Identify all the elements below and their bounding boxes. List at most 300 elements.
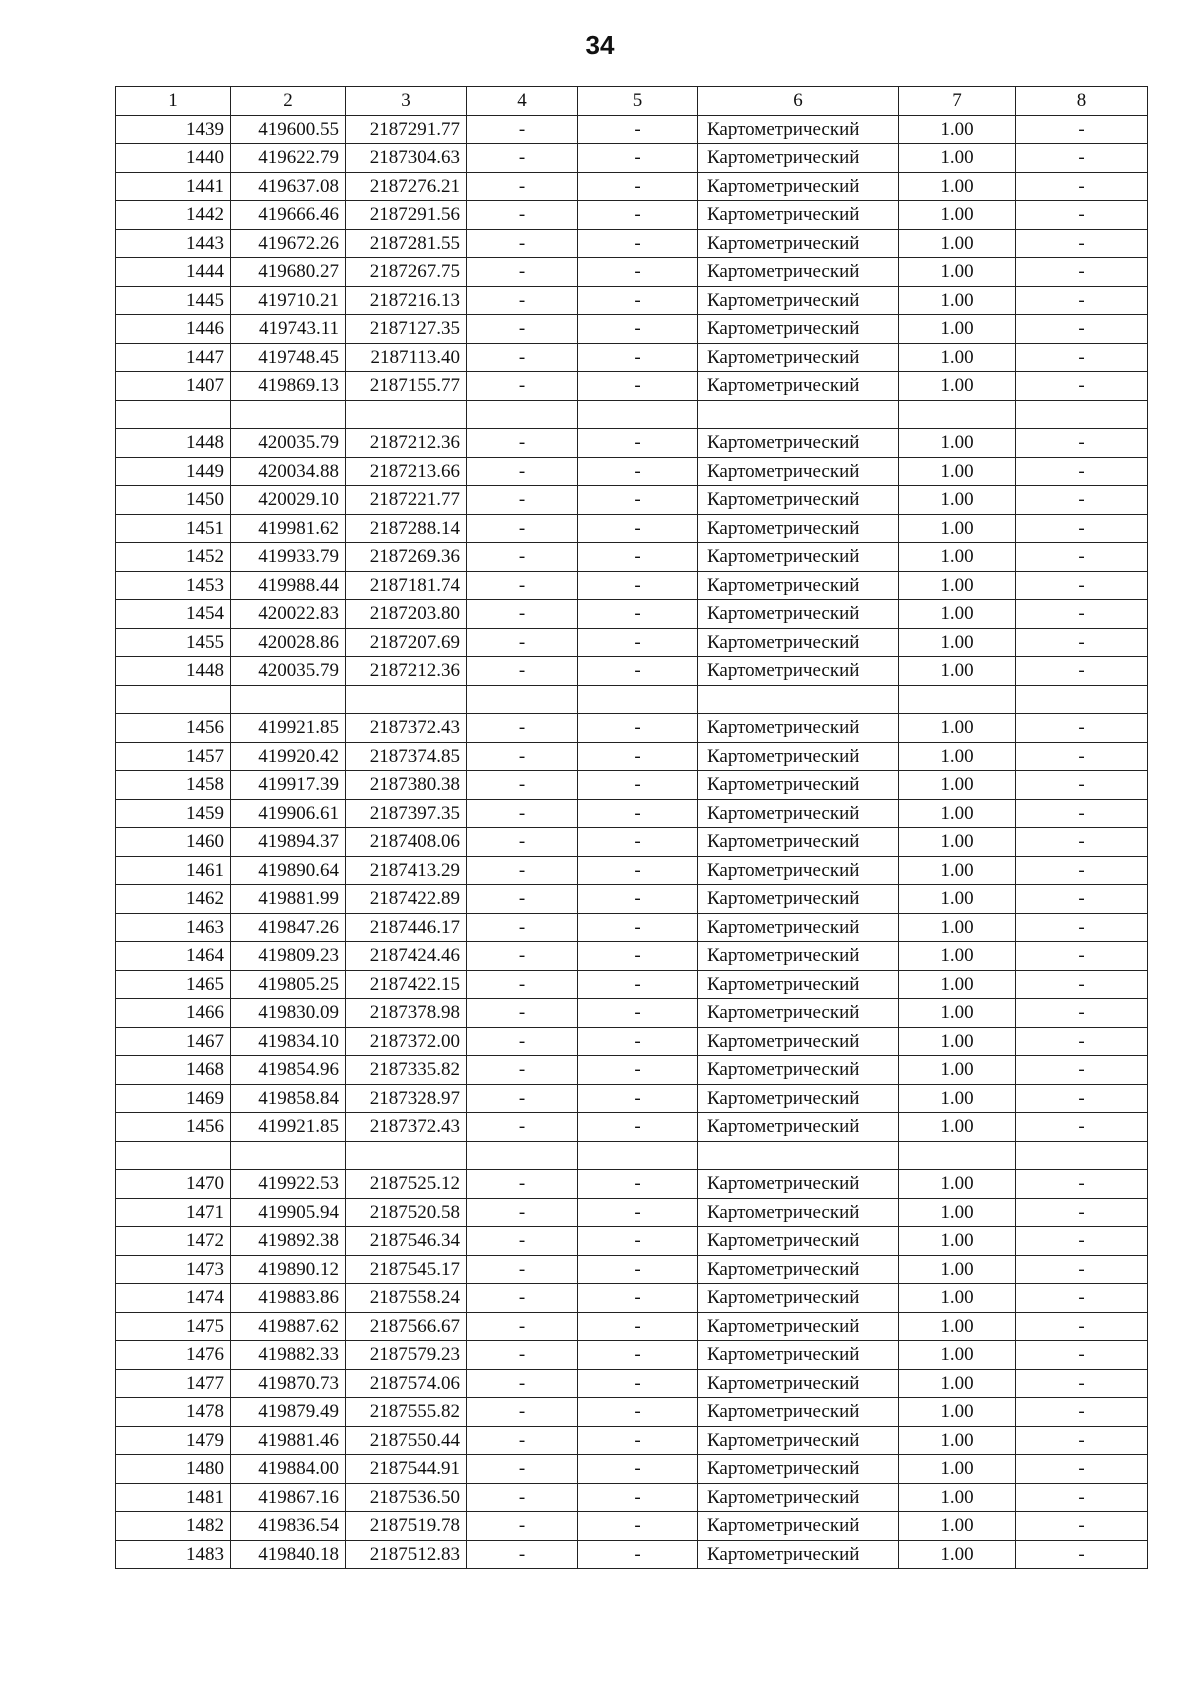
column-4-cell: -	[467, 970, 578, 999]
column-4-cell: -	[467, 799, 578, 828]
accuracy-cell: 1.00	[899, 1426, 1016, 1455]
x-coordinate-cell: 419840.18	[231, 1540, 346, 1569]
method-cell: Картометрический	[698, 742, 899, 771]
method-cell: Картометрический	[698, 1198, 899, 1227]
method-cell: Картометрический	[698, 571, 899, 600]
column-4-cell: -	[467, 514, 578, 543]
column-5-cell: -	[578, 1170, 698, 1199]
column-5-cell: -	[578, 172, 698, 201]
column-5-cell: -	[578, 315, 698, 344]
column-5-cell: -	[578, 258, 698, 287]
page-number: 34	[585, 30, 615, 60]
x-coordinate-cell: 419905.94	[231, 1198, 346, 1227]
y-coordinate-cell: 2187408.06	[346, 828, 467, 857]
table-row	[116, 429, 1148, 458]
accuracy-cell: 1.00	[899, 771, 1016, 800]
accuracy-cell: 1.00	[899, 1312, 1016, 1341]
x-coordinate-cell: 419805.25	[231, 970, 346, 999]
accuracy-cell: 1.00	[899, 543, 1016, 572]
column-5-cell	[578, 685, 698, 714]
method-cell: Картометрический	[698, 714, 899, 743]
column-8-cell: -	[1016, 286, 1148, 315]
column-5-cell: -	[578, 201, 698, 230]
point-number-cell: 1483	[116, 1540, 231, 1569]
column-8-cell: -	[1016, 315, 1148, 344]
accuracy-cell: 1.00	[899, 1455, 1016, 1484]
accuracy-cell: 1.00	[899, 1056, 1016, 1085]
table-row	[116, 1170, 1148, 1199]
point-number-cell: 1449	[116, 457, 231, 486]
accuracy-cell	[899, 400, 1016, 429]
x-coordinate-cell: 419921.85	[231, 714, 346, 743]
method-cell: Картометрический	[698, 1255, 899, 1284]
column-4-cell: -	[467, 1455, 578, 1484]
table-row	[116, 286, 1148, 315]
column-8-cell: -	[1016, 1455, 1148, 1484]
table-row	[116, 1198, 1148, 1227]
y-coordinate-cell: 2187422.15	[346, 970, 467, 999]
column-8-cell: -	[1016, 429, 1148, 458]
accuracy-cell: 1.00	[899, 514, 1016, 543]
y-coordinate-cell: 2187380.38	[346, 771, 467, 800]
y-coordinate-cell: 2187127.35	[346, 315, 467, 344]
point-number-cell: 1456	[116, 714, 231, 743]
y-coordinate-cell: 2187212.36	[346, 429, 467, 458]
accuracy-cell: 1.00	[899, 714, 1016, 743]
column-8-cell: -	[1016, 1227, 1148, 1256]
method-cell: Картометрический	[698, 942, 899, 971]
method-cell: Картометрический	[698, 1341, 899, 1370]
method-cell: Картометрический	[698, 913, 899, 942]
x-coordinate-cell: 419854.96	[231, 1056, 346, 1085]
x-coordinate-cell: 419748.45	[231, 343, 346, 372]
y-coordinate-cell: 2187546.34	[346, 1227, 467, 1256]
column-8-cell: -	[1016, 828, 1148, 857]
column-8-cell: -	[1016, 1369, 1148, 1398]
table-row	[116, 714, 1148, 743]
column-header: 6	[698, 87, 899, 116]
table-row	[116, 1141, 1148, 1170]
column-4-cell	[467, 400, 578, 429]
y-coordinate-cell: 2187446.17	[346, 913, 467, 942]
column-5-cell: -	[578, 970, 698, 999]
method-cell: Картометрический	[698, 628, 899, 657]
column-8-cell: -	[1016, 486, 1148, 515]
point-number-cell: 1407	[116, 372, 231, 401]
column-5-cell: -	[578, 1312, 698, 1341]
table-row	[116, 1512, 1148, 1541]
table-row	[116, 657, 1148, 686]
method-cell	[698, 400, 899, 429]
column-4-cell: -	[467, 115, 578, 144]
table-row	[116, 1483, 1148, 1512]
column-5-cell: -	[578, 229, 698, 258]
method-cell: Картометрический	[698, 1113, 899, 1142]
column-4-cell: -	[467, 1198, 578, 1227]
method-cell: Картометрический	[698, 315, 899, 344]
point-number-cell: 1445	[116, 286, 231, 315]
column-8-cell: -	[1016, 1113, 1148, 1142]
accuracy-cell: 1.00	[899, 942, 1016, 971]
table-row	[116, 1056, 1148, 1085]
accuracy-cell: 1.00	[899, 286, 1016, 315]
x-coordinate-cell: 419666.46	[231, 201, 346, 230]
method-cell: Картометрический	[698, 1540, 899, 1569]
column-4-cell: -	[467, 1227, 578, 1256]
y-coordinate-cell: 2187203.80	[346, 600, 467, 629]
column-8-cell: -	[1016, 1483, 1148, 1512]
point-number-cell: 1467	[116, 1027, 231, 1056]
column-8-cell: -	[1016, 201, 1148, 230]
accuracy-cell: 1.00	[899, 258, 1016, 287]
y-coordinate-cell: 2187536.50	[346, 1483, 467, 1512]
accuracy-cell: 1.00	[899, 144, 1016, 173]
column-header: 3	[346, 87, 467, 116]
column-5-cell: -	[578, 885, 698, 914]
column-4-cell: -	[467, 343, 578, 372]
y-coordinate-cell: 2187555.82	[346, 1398, 467, 1427]
column-5-cell: -	[578, 144, 698, 173]
column-8-cell: -	[1016, 600, 1148, 629]
column-8-cell: -	[1016, 1255, 1148, 1284]
table-row	[116, 315, 1148, 344]
column-8-cell: -	[1016, 657, 1148, 686]
column-8-cell: -	[1016, 172, 1148, 201]
column-4-cell: -	[467, 372, 578, 401]
y-coordinate-cell: 2187288.14	[346, 514, 467, 543]
x-coordinate-cell: 419870.73	[231, 1369, 346, 1398]
point-number-cell: 1471	[116, 1198, 231, 1227]
column-5-cell: -	[578, 657, 698, 686]
y-coordinate-cell: 2187207.69	[346, 628, 467, 657]
point-number-cell: 1452	[116, 543, 231, 572]
column-4-cell: -	[467, 1312, 578, 1341]
y-coordinate-cell: 2187558.24	[346, 1284, 467, 1313]
table-row	[116, 856, 1148, 885]
x-coordinate-cell: 419981.62	[231, 514, 346, 543]
y-coordinate-cell: 2187213.66	[346, 457, 467, 486]
accuracy-cell: 1.00	[899, 457, 1016, 486]
x-coordinate-cell: 419920.42	[231, 742, 346, 771]
column-5-cell: -	[578, 771, 698, 800]
table-row	[116, 600, 1148, 629]
y-coordinate-cell	[346, 1141, 467, 1170]
column-5-cell: -	[578, 343, 698, 372]
method-cell: Картометрический	[698, 999, 899, 1028]
y-coordinate-cell: 2187113.40	[346, 343, 467, 372]
method-cell: Картометрический	[698, 1027, 899, 1056]
column-5-cell: -	[578, 799, 698, 828]
column-4-cell: -	[467, 1113, 578, 1142]
column-5-cell: -	[578, 1398, 698, 1427]
table-row	[116, 1540, 1148, 1569]
table-row	[116, 543, 1148, 572]
accuracy-cell: 1.00	[899, 372, 1016, 401]
method-cell: Картометрический	[698, 885, 899, 914]
column-8-cell: -	[1016, 628, 1148, 657]
point-number-cell: 1480	[116, 1455, 231, 1484]
x-coordinate-cell: 419890.12	[231, 1255, 346, 1284]
accuracy-cell: 1.00	[899, 1084, 1016, 1113]
column-8-cell: -	[1016, 714, 1148, 743]
table-body	[116, 115, 1148, 1569]
method-cell: Картометрический	[698, 457, 899, 486]
column-5-cell: -	[578, 1284, 698, 1313]
table-row	[116, 400, 1148, 429]
table-row	[116, 771, 1148, 800]
accuracy-cell: 1.00	[899, 201, 1016, 230]
x-coordinate-cell: 419881.46	[231, 1426, 346, 1455]
point-number-cell: 1451	[116, 514, 231, 543]
accuracy-cell: 1.00	[899, 856, 1016, 885]
method-cell: Картометрический	[698, 657, 899, 686]
column-4-cell: -	[467, 742, 578, 771]
x-coordinate-cell: 419921.85	[231, 1113, 346, 1142]
y-coordinate-cell: 2187566.67	[346, 1312, 467, 1341]
point-number-cell	[116, 1141, 231, 1170]
column-4-cell: -	[467, 1483, 578, 1512]
column-8-cell: -	[1016, 514, 1148, 543]
coordinates-table	[115, 86, 1148, 1569]
column-5-cell: -	[578, 514, 698, 543]
column-4-cell: -	[467, 571, 578, 600]
table-row	[116, 685, 1148, 714]
column-5-cell: -	[578, 1056, 698, 1085]
y-coordinate-cell: 2187212.36	[346, 657, 467, 686]
column-8-cell: -	[1016, 913, 1148, 942]
table-row	[116, 1455, 1148, 1484]
accuracy-cell: 1.00	[899, 828, 1016, 857]
x-coordinate-cell: 419600.55	[231, 115, 346, 144]
table-row	[116, 1312, 1148, 1341]
point-number-cell: 1475	[116, 1312, 231, 1341]
x-coordinate-cell: 419858.84	[231, 1084, 346, 1113]
x-coordinate-cell: 419809.23	[231, 942, 346, 971]
y-coordinate-cell: 2187291.77	[346, 115, 467, 144]
column-8-cell: -	[1016, 856, 1148, 885]
method-cell: Картометрический	[698, 372, 899, 401]
column-8-cell: -	[1016, 1426, 1148, 1455]
point-number-cell: 1439	[116, 115, 231, 144]
x-coordinate-cell: 419894.37	[231, 828, 346, 857]
point-number-cell: 1446	[116, 315, 231, 344]
accuracy-cell: 1.00	[899, 600, 1016, 629]
point-number-cell: 1454	[116, 600, 231, 629]
column-5-cell: -	[578, 1084, 698, 1113]
x-coordinate-cell: 419917.39	[231, 771, 346, 800]
column-4-cell: -	[467, 628, 578, 657]
table-row	[116, 1227, 1148, 1256]
method-cell: Картометрический	[698, 1284, 899, 1313]
method-cell: Картометрический	[698, 1312, 899, 1341]
y-coordinate-cell: 2187519.78	[346, 1512, 467, 1541]
column-8-cell: -	[1016, 799, 1148, 828]
column-8-cell: -	[1016, 1398, 1148, 1427]
column-8-cell: -	[1016, 999, 1148, 1028]
column-4-cell: -	[467, 1369, 578, 1398]
column-5-cell: -	[578, 486, 698, 515]
y-coordinate-cell: 2187221.77	[346, 486, 467, 515]
x-coordinate-cell: 419710.21	[231, 286, 346, 315]
method-cell	[698, 685, 899, 714]
point-number-cell: 1453	[116, 571, 231, 600]
table-row	[116, 172, 1148, 201]
column-4-cell: -	[467, 1512, 578, 1541]
method-cell: Картометрический	[698, 229, 899, 258]
column-8-cell: -	[1016, 1027, 1148, 1056]
y-coordinate-cell: 2187372.43	[346, 1113, 467, 1142]
point-number-cell: 1444	[116, 258, 231, 287]
column-8-cell: -	[1016, 1084, 1148, 1113]
x-coordinate-cell: 419834.10	[231, 1027, 346, 1056]
x-coordinate-cell: 419883.86	[231, 1284, 346, 1313]
column-4-cell: -	[467, 856, 578, 885]
method-cell: Картометрический	[698, 343, 899, 372]
column-4-cell: -	[467, 1540, 578, 1569]
accuracy-cell	[899, 685, 1016, 714]
table-row	[116, 144, 1148, 173]
y-coordinate-cell: 2187424.46	[346, 942, 467, 971]
accuracy-cell: 1.00	[899, 343, 1016, 372]
table-row	[116, 913, 1148, 942]
column-8-cell: -	[1016, 942, 1148, 971]
column-5-cell: -	[578, 1426, 698, 1455]
accuracy-cell: 1.00	[899, 571, 1016, 600]
x-coordinate-cell: 419906.61	[231, 799, 346, 828]
y-coordinate-cell: 2187378.98	[346, 999, 467, 1028]
column-5-cell: -	[578, 1483, 698, 1512]
x-coordinate-cell: 419933.79	[231, 543, 346, 572]
column-8-cell: -	[1016, 372, 1148, 401]
column-4-cell: -	[467, 657, 578, 686]
table-row	[116, 999, 1148, 1028]
point-number-cell: 1465	[116, 970, 231, 999]
x-coordinate-cell: 419867.16	[231, 1483, 346, 1512]
accuracy-cell: 1.00	[899, 1512, 1016, 1541]
y-coordinate-cell: 2187269.36	[346, 543, 467, 572]
x-coordinate-cell: 419830.09	[231, 999, 346, 1028]
y-coordinate-cell: 2187544.91	[346, 1455, 467, 1484]
method-cell: Картометрический	[698, 970, 899, 999]
table-row	[116, 1084, 1148, 1113]
column-5-cell: -	[578, 1227, 698, 1256]
x-coordinate-cell: 419882.33	[231, 1341, 346, 1370]
x-coordinate-cell: 419743.11	[231, 315, 346, 344]
method-cell: Картометрический	[698, 1455, 899, 1484]
table-row	[116, 942, 1148, 971]
accuracy-cell: 1.00	[899, 1369, 1016, 1398]
accuracy-cell: 1.00	[899, 999, 1016, 1028]
x-coordinate-cell: 419869.13	[231, 372, 346, 401]
point-number-cell: 1442	[116, 201, 231, 230]
y-coordinate-cell: 2187550.44	[346, 1426, 467, 1455]
column-8-cell	[1016, 400, 1148, 429]
column-8-cell: -	[1016, 343, 1148, 372]
method-cell: Картометрический	[698, 258, 899, 287]
column-5-cell	[578, 1141, 698, 1170]
column-4-cell: -	[467, 1426, 578, 1455]
table-row	[116, 343, 1148, 372]
y-coordinate-cell: 2187397.35	[346, 799, 467, 828]
column-4-cell: -	[467, 1341, 578, 1370]
y-coordinate-cell: 2187579.23	[346, 1341, 467, 1370]
point-number-cell: 1473	[116, 1255, 231, 1284]
column-4-cell: -	[467, 600, 578, 629]
accuracy-cell: 1.00	[899, 657, 1016, 686]
table-row	[116, 1398, 1148, 1427]
accuracy-cell: 1.00	[899, 1170, 1016, 1199]
column-4-cell: -	[467, 1027, 578, 1056]
column-5-cell: -	[578, 742, 698, 771]
table-row	[116, 571, 1148, 600]
point-number-cell	[116, 400, 231, 429]
accuracy-cell: 1.00	[899, 1398, 1016, 1427]
x-coordinate-cell	[231, 400, 346, 429]
column-header: 1	[116, 87, 231, 116]
table-row	[116, 742, 1148, 771]
accuracy-cell: 1.00	[899, 1483, 1016, 1512]
table-row	[116, 1255, 1148, 1284]
column-4-cell: -	[467, 1398, 578, 1427]
accuracy-cell: 1.00	[899, 1227, 1016, 1256]
x-coordinate-cell: 419836.54	[231, 1512, 346, 1541]
table-row	[116, 1341, 1148, 1370]
accuracy-cell: 1.00	[899, 315, 1016, 344]
method-cell: Картометрический	[698, 1170, 899, 1199]
column-5-cell: -	[578, 286, 698, 315]
column-4-cell: -	[467, 172, 578, 201]
y-coordinate-cell: 2187216.13	[346, 286, 467, 315]
column-4-cell: -	[467, 144, 578, 173]
accuracy-cell: 1.00	[899, 429, 1016, 458]
column-8-cell: -	[1016, 1540, 1148, 1569]
table-row	[116, 1369, 1148, 1398]
x-coordinate-cell: 419680.27	[231, 258, 346, 287]
column-5-cell: -	[578, 457, 698, 486]
y-coordinate-cell: 2187512.83	[346, 1540, 467, 1569]
point-number-cell: 1462	[116, 885, 231, 914]
method-cell: Картометрический	[698, 600, 899, 629]
method-cell: Картометрический	[698, 1483, 899, 1512]
point-number-cell: 1476	[116, 1341, 231, 1370]
point-number-cell: 1482	[116, 1512, 231, 1541]
method-cell: Картометрический	[698, 1426, 899, 1455]
table-row	[116, 457, 1148, 486]
column-8-cell: -	[1016, 144, 1148, 173]
column-header: 7	[899, 87, 1016, 116]
x-coordinate-cell: 419884.00	[231, 1455, 346, 1484]
method-cell: Картометрический	[698, 856, 899, 885]
column-5-cell: -	[578, 714, 698, 743]
column-5-cell: -	[578, 999, 698, 1028]
point-number-cell: 1448	[116, 429, 231, 458]
column-4-cell	[467, 1141, 578, 1170]
column-5-cell: -	[578, 1113, 698, 1142]
table-row	[116, 628, 1148, 657]
point-number-cell: 1468	[116, 1056, 231, 1085]
column-8-cell: -	[1016, 885, 1148, 914]
x-coordinate-cell	[231, 685, 346, 714]
x-coordinate-cell: 420028.86	[231, 628, 346, 657]
table-row	[116, 229, 1148, 258]
column-4-cell: -	[467, 457, 578, 486]
column-5-cell: -	[578, 372, 698, 401]
table-row	[116, 828, 1148, 857]
x-coordinate-cell: 419622.79	[231, 144, 346, 173]
accuracy-cell	[899, 1141, 1016, 1170]
point-number-cell: 1458	[116, 771, 231, 800]
method-cell: Картометрический	[698, 1512, 899, 1541]
